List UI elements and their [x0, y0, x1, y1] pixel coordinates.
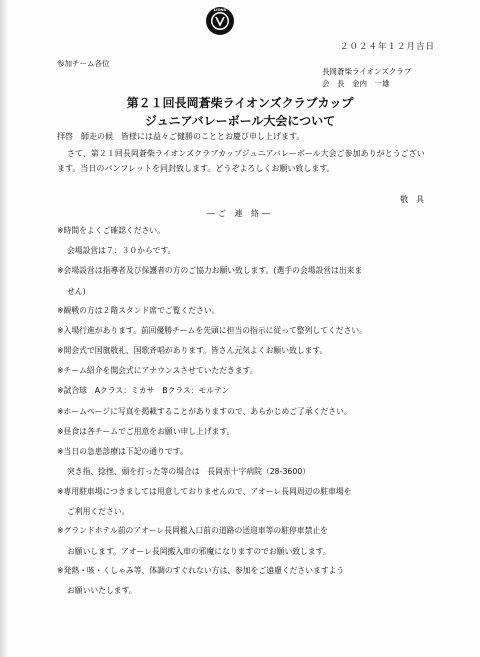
notice-item: ※開会式で国旗敬礼、国歌斉唱があります。皆さん元気よくお願い致します。 [57, 345, 328, 355]
notice-item: ※当日の急患診療は下記の通りです。 [57, 446, 188, 456]
addressee: 参加チーム各位 [57, 59, 110, 68]
sender-club-name: 長岡蒼柴ライオンズクラブ [322, 67, 412, 76]
logo-label: LIONS [213, 8, 227, 13]
document-title-line-2: ジュニアバレーボール大会について [144, 114, 336, 128]
notice-heading: ―ご 連 絡― [206, 209, 274, 218]
notice-item: せん) [67, 286, 86, 296]
notice-item: ※グランドホテル前のアオーレ長岡搬入口前の道路の送迎車等の駐停車禁止を [57, 526, 328, 536]
notice-item: ※発熱・咳・くしゃみ等、体調のすぐれない方は、参加をご遠慮くださいますよう [57, 565, 345, 575]
notice-item: ※時間をよくご確認ください。 [57, 226, 165, 235]
notice-item: ※試合球 Aクラス：ミカサ Bクラス：モルテン [57, 386, 230, 396]
notice-item: 突き指、捻挫、頭を打った等の場合は 長岡赤十字病院（28-3600） [67, 467, 311, 477]
closing-word: 敬 具 [400, 195, 424, 204]
body-paragraph: さて、第２１回長岡蒼柴ライオンズクラブカップジュニアバレーボール大会ご参加ありがとうございます。当日のパンフレットを同封致します。どうぞよろしくお願い致します。 [57, 149, 425, 173]
notice-item: ※専用駐車場につきましては用意しておりませんので、アオーレ長岡周辺の駐車場を [57, 487, 352, 497]
document-date: ２０２４年１２月吉日 [340, 42, 436, 52]
notice-item: お願いいたします。 [67, 585, 137, 595]
notice-item: ※会場設営は指導者及び保護者の方のご協力お願い致します。(選手の会場設営は出来ま [57, 266, 363, 276]
lions-emblem-icon [205, 6, 235, 36]
sender-president: 会 長 金内 一雄 [322, 79, 390, 88]
notice-item: ※昼食は各チームでご用意をお願い申し上げます。 [57, 426, 235, 436]
document-title-line-1: 第２１回長岡蒼柴ライオンズクラブカップ [126, 96, 354, 110]
notice-item: ※観戦の方は２階スタンド席でご覧ください。 [57, 305, 220, 315]
notice-item: ※入場行進があります。前回優勝チームを先頭に担当の指示に従って整列してください。 [57, 325, 367, 335]
notice-item: ※ホームページに写真を掲載することがありますので、あらかじめご了承ください。 [57, 406, 352, 416]
notice-item: 会場設営は７：３０からです。 [67, 246, 176, 256]
notice-list [57, 221, 447, 600]
notice-item: お願いします。アオーレ長岡搬入車の邪魔になりますのでお願い致します。 [67, 546, 331, 556]
notice-item: ※チーム紹介を開会式にアナウンスさせていただきます。 [57, 366, 258, 376]
greeting-line: 拝啓 師走の候 皆様には益々ご健勝のこととお慶び申し上げます。 [57, 132, 305, 141]
notice-item: ご利用ください。 [67, 507, 130, 517]
